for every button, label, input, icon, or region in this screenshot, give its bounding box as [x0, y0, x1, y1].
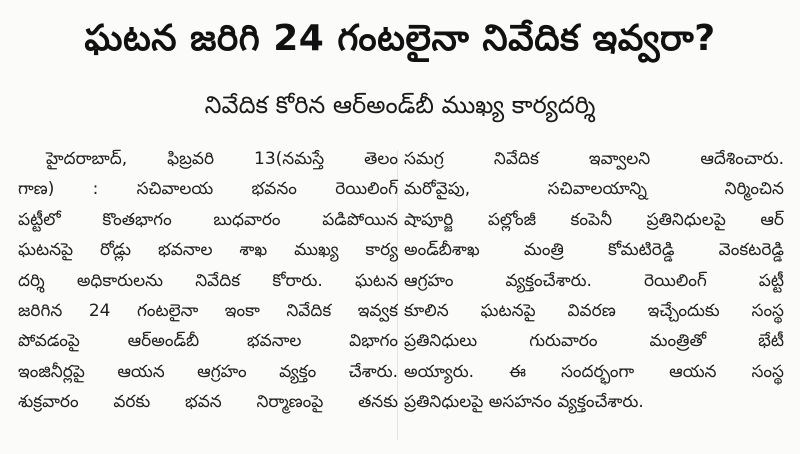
body-line: ప్రతినిధులపై అసహనం వ్యక్తంచేశారు. [404, 392, 644, 413]
body-line: ఆగ్రహం వ్యక్తంచేశారు. రెయిలింగ్ పట్టీ [404, 270, 784, 291]
body-line: కూలిన ఘటనపై వివరణ ఇచ్చేందుకు సంస్థ [404, 300, 784, 321]
body-line: పట్టీలో కొంతభాగం బుధవారం పడిపోయిన [18, 209, 398, 230]
body-line: శుక్రవారం వరకు భవన నిర్మాణంపై తనకు [18, 392, 398, 413]
body-line: సమగ్ర నివేదిక ఇవ్వాలని ఆదేశించారు. [404, 149, 784, 169]
body-line: ఇంజినీర్లపై ఆయన ఆగ్రహం వ్యక్తం చేశారు. [18, 361, 398, 382]
body-line: దర్శి అధికారులను నివేదిక కోరారు. ఘటన [18, 270, 398, 291]
subheadline: నివేదిక కోరిన ఆర్‌అండ్‌బీ ముఖ్య కార్యదర్శి [204, 91, 596, 119]
body-line: జరిగిన 24 గంటలైనా ఇంకా నివేదిక ఇవ్వక [18, 300, 398, 321]
body-line: మరోవైపు, సచివాలయాన్ని నిర్మించిన [404, 179, 784, 200]
headline: ఘటన జరిగి 24 గంటలైనా నివేదిక ఇవ్వరా? [84, 18, 716, 59]
body-line: ఘటనపై రోడ్లు భవనాల శాఖ ముఖ్య కార్య [18, 240, 398, 261]
body-line: అండ్‌బీశాఖ మంత్రి కోమటిరెడ్డి వెంకటరెడ్డి [404, 240, 784, 261]
body-line: అయ్యారు. ఈ సందర్భంగా ఆయన సంస్థ [404, 361, 784, 382]
left-column [18, 144, 398, 418]
right-column [404, 144, 784, 418]
body-line: హైదరాబాద్, ఫిబ్రవరి 13(నమస్తే తెలం [46, 149, 398, 169]
body-line: షాపూర్జి పల్లోంజీ కంపెనీ ప్రతినిధులపై ఆర్ [404, 209, 784, 230]
body-line: ప్రతినిధులు గురువారం మంత్రితో భేటీ [404, 331, 784, 352]
body-line: గాణ) : సచివాలయ భవనం రెయిలింగ్ [18, 179, 398, 200]
body-line: పోవడంపై ఆర్‌అండ్‌బీ భవనాల విభాగం [18, 331, 398, 352]
